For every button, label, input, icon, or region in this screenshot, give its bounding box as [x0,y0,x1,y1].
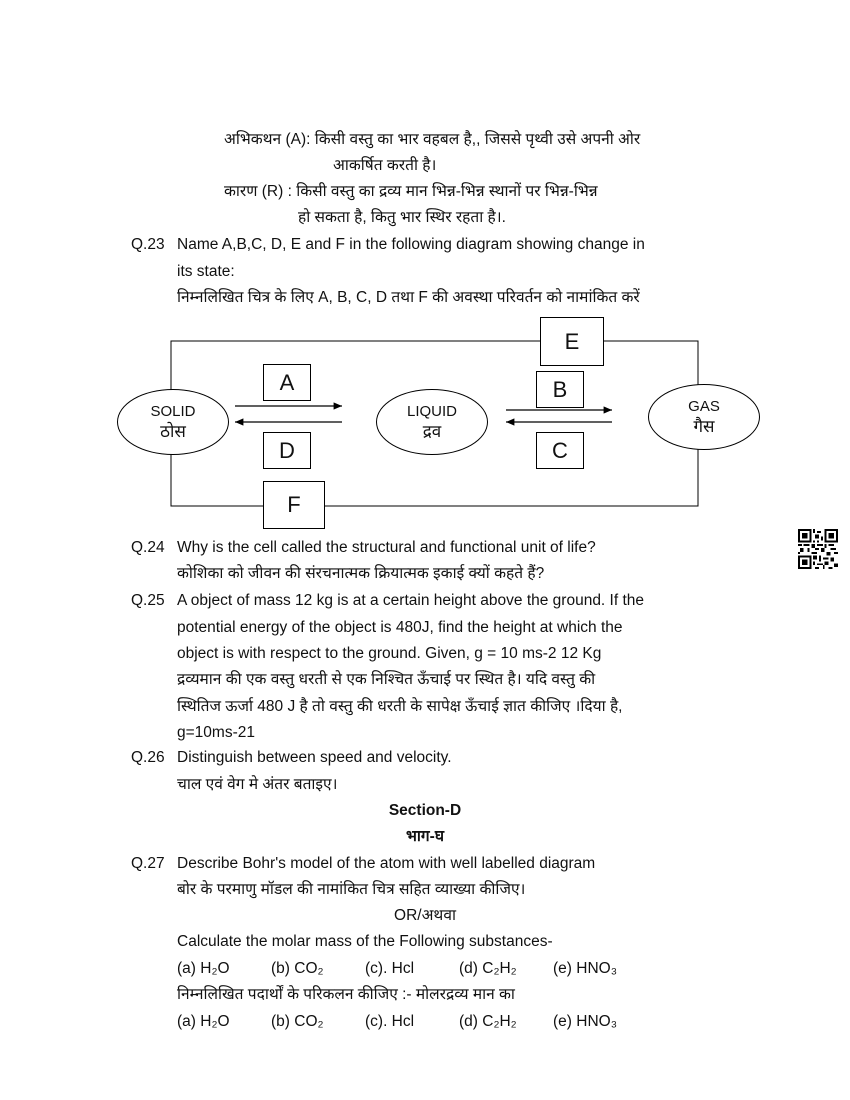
option-e: (e) HNO₃ [553,1013,618,1030]
q26-line-1: Distinguish between speed and velocity. [177,749,452,766]
solid-oval [117,389,229,455]
q25-line-2: potential energy of the object is 480J, find the height at which the [177,619,623,636]
liquid-label-hi: द्रव [422,422,442,441]
label-box-f: F [263,481,325,529]
gas-label-hi: गैस [693,417,715,436]
gas-label-en: GAS [688,398,720,415]
label-box-d: D [263,432,311,469]
liquid-oval [376,389,488,455]
assertion-line-2: आकर्षित करती है। [333,157,437,174]
assertion-line-1: अभिकथन (A): किसी वस्तु का भार वहबल है,, जिससे पृथ्वी उसे अपनी ओर [224,131,641,148]
q25-line-5-hindi: स्थितिज ऊर्जा 480 J है तो वस्तु की धरती के सापेक्ष ऊँचाई ज्ञात कीजिए ।दिया है, [177,698,623,715]
option-d: (d) C₂H₂ [459,1013,517,1030]
gas-oval [648,384,760,450]
q27-line-1: Describe Bohr's model of the atom with well labelled diagram [177,855,596,872]
q25-number: Q.25 [131,592,165,609]
or-separator: OR/अथवा [394,907,456,924]
reason-line-2: हो सकता है, कितु भार स्थिर रहता है।. [298,209,506,226]
option-b: (b) CO₂ [271,1013,324,1030]
q23-line-2: its state: [177,263,235,280]
q23-line-1: Name A,B,C, D, E and F in the following diagram showing change in [177,236,645,253]
qr-code-icon [798,529,838,569]
option-b: (b) CO₂ [271,960,324,977]
q23-number: Q.23 [131,236,165,253]
option-c: (c). Hcl [365,1013,415,1030]
option-a: (a) H₂O [177,960,230,977]
q25-line-6: g=10ms-21 [177,724,255,741]
q26-line-2-hindi: चाल एवं वेग मे अंतर बताइए। [177,776,338,793]
q26-number: Q.26 [131,749,165,766]
q25-line-3: object is with respect to the ground. Given, g = 10 ms-2 12 Kg [177,645,602,662]
section-title: Section-D [388,802,462,819]
q27-line-3: Calculate the molar mass of the Following substances- [177,933,553,950]
option-d: (d) C₂H₂ [459,960,517,977]
q27-line-2-hindi: बोर के परमाणु मॉडल की नामांकित चित्र सहित व्याख्या कीजिए। [177,881,526,898]
q27-line-4-hindi: निम्नलिखित पदार्थों के परिकलन कीजिए :- मोलरद्रव्य मान का [177,986,515,1003]
label-box-a: A [263,364,311,401]
solid-label-en: SOLID [150,403,196,420]
q24-number: Q.24 [131,539,165,556]
label-box-b: B [536,371,584,408]
q25-line-4-hindi: द्रव्यमान की एक वस्तु धरती से एक निश्चित ऊँचाई पर स्थित है। यदि वस्तु की [177,671,596,688]
option-e: (e) HNO₃ [553,960,618,977]
label-box-e: E [540,317,604,366]
liquid-label-en: LIQUID [406,403,457,420]
q24-line-2-hindi: कोशिका को जीवन की संरचनात्मक क्रियात्मक इकाई क्यों कहते हैं? [177,565,545,582]
reason-line-1: कारण (R) : किसी वस्तु का द्रव्य मान भिन्न-भिन्न स्थानों पर भिन्न-भिन्न [224,183,598,200]
q24-line-1: Why is the cell called the structural and functional unit of life? [177,539,596,556]
q27-number: Q.27 [131,855,165,872]
option-a: (a) H₂O [177,1013,230,1030]
solid-label-hi: ठोस [160,422,186,441]
section-title-hindi: भाग-घ [406,828,444,845]
q25-line-1: A object of mass 12 kg is at a certain height above the ground. If the [177,592,645,609]
q23-line-3-hindi: निम्नलिखित चित्र के लिए A, B, C, D तथा F की अवस्था परिवर्तन को नामांकित करें [177,289,640,306]
label-box-c: C [536,432,584,469]
option-c: (c). Hcl [365,960,415,977]
